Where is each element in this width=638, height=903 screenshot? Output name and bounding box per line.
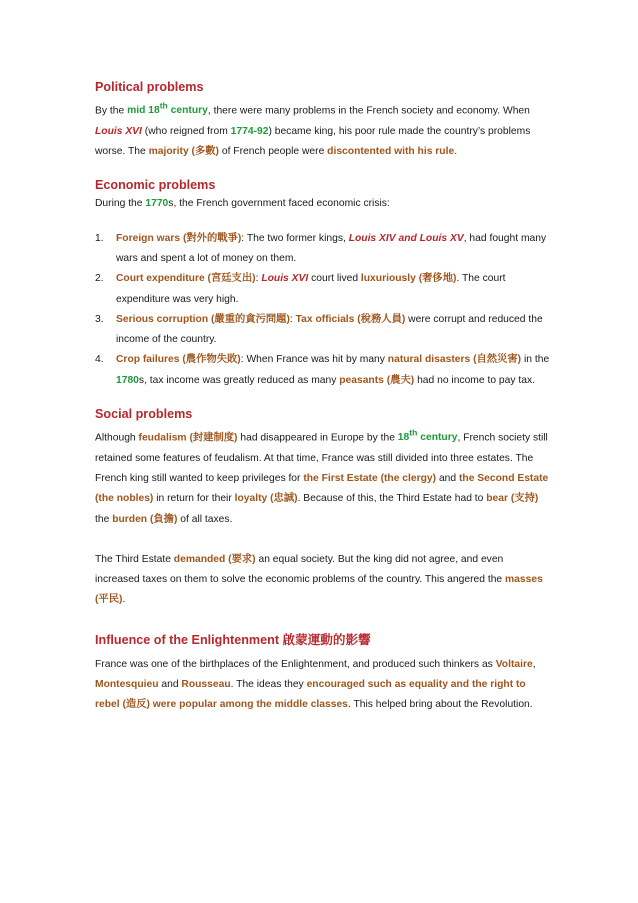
- economic-list: [95, 229, 550, 391]
- social-section: [95, 405, 550, 611]
- mid-18th-century: mid 18th century: [127, 101, 208, 117]
- document: [95, 78, 550, 716]
- political-section: [95, 78, 550, 162]
- louis-xvi: Louis XVI: [95, 125, 142, 137]
- list-item: 2. Court expenditure (宮廷支出): Louis XVI court lived luxuriously (奢侈地). The court expenditure was very high.: [95, 273, 506, 305]
- enlightenment-section: [95, 631, 550, 716]
- list-item: 3. Serious corruption (嚴重的貪污問題): Tax officials (稅務人員) were corrupt and reduced the income of the country.: [95, 313, 543, 346]
- enlightenment-heading: Influence of the Enlightenment 啟蒙運動的影響: [95, 632, 371, 647]
- list-item: 1. Foreign wars (對外的戰爭): The two former kings, Louis XIV and Louis XV, had fought many wars and spent a lot of money on them.: [95, 232, 547, 264]
- social-heading: Social problems: [95, 406, 193, 421]
- enlightenment-paragraph: France was one of the birthplaces of the Enlightenment, and produced such thinkers as Voltaire, Montesquieu and Rousseau. The ideas they encouraged such as equality and the right to rebel (造反) were popular among the middle classes. This helped bring about the Revolution.: [95, 658, 536, 711]
- reign-years: 1774-92: [230, 125, 269, 137]
- economic-section: [95, 176, 550, 391]
- majority-term: majority (多數): [148, 146, 219, 158]
- economic-intro: During the 1770s, the French government faced economic crisis:: [95, 198, 390, 210]
- year-1770: 1770: [145, 198, 169, 210]
- discontented-term: discontented with his rule: [327, 146, 455, 158]
- political-heading: Political problems: [95, 80, 204, 94]
- list-item: 4. Crop failures (農作物失敗): When France was hit by many natural disasters (自然災害) in the 1780s, tax income was greatly reduced as many peasants (農夫) had no income to pay tax.: [95, 354, 550, 386]
- economic-heading: Economic problems: [95, 178, 216, 193]
- social-paragraph-2: The Third Estate demanded (要求) an equal society. But the king did not agree, and even increased taxes on them to solve the economic problems of the country. This angered the masses (平民).: [95, 553, 543, 606]
- social-paragraph-1: Although feudalism (封建制度) had disappeared in Europe by the 18th century, French society still retained some features of feudalism. At that time, France was still divided into three estates. The French king still wanted to keep privileges for the First Estate (the clergy) and the Second Estate (the nobles) in return for their loyalty (忠誠). Because of this, the Third Estate had to bear (支持) the burden (負擔) of all taxes.: [95, 427, 549, 525]
- political-paragraph: By the mid 18th century, there were many problems in the French society and economy. When Louis XVI (who reigned from 1774-92) became king, his poor rule made the country’s problems worse. The majority (多數) of French people were discontented with his rule.: [95, 101, 531, 158]
